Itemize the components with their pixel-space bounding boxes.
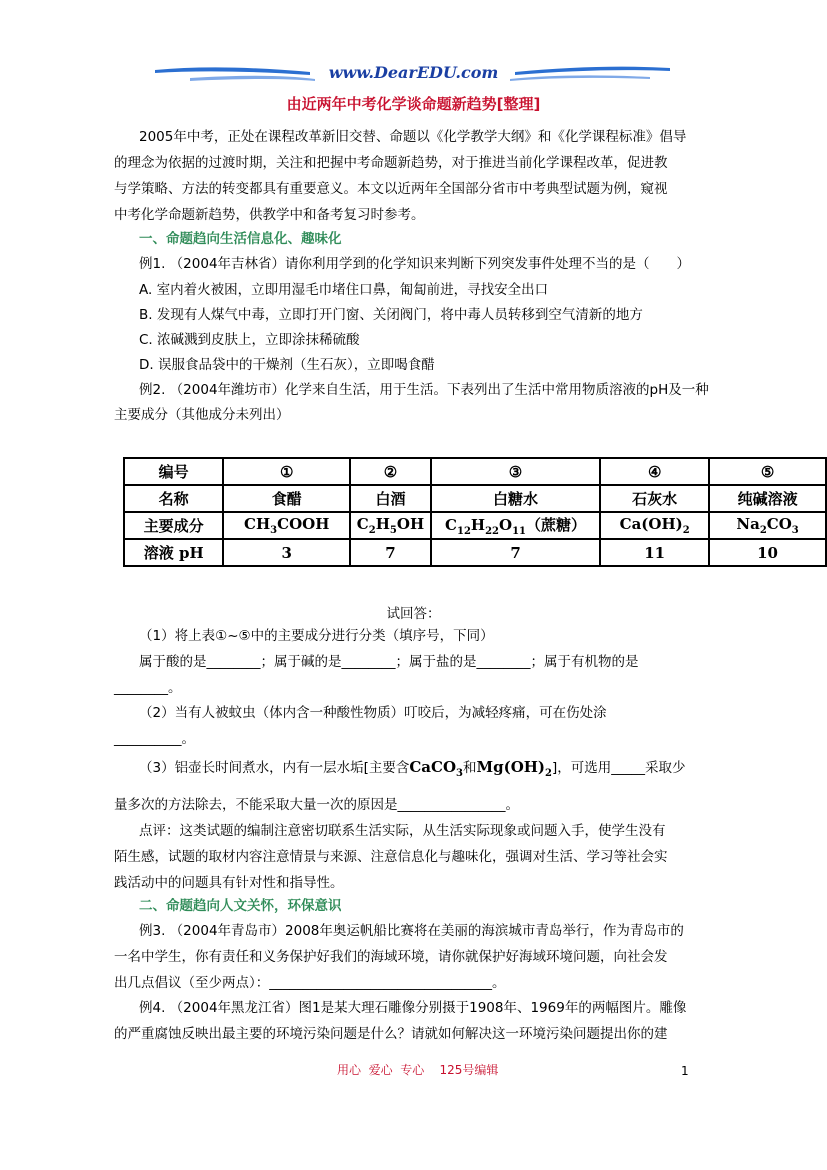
ex4-line-2: 的严重腐蚀反映出最主要的环境污染问题是什么？请就如何解决这一环境污染问题提出你的建: [114, 1026, 668, 1042]
table-cell-formula: $C_{12}H_{22}O_{11}$（蔗糖）: [431, 512, 600, 539]
intro-line-1: 2005年中考，正处在课程改革新旧交替、命题以《化学教学大纲》和《化学课程标准》倡导: [139, 129, 687, 145]
table-label-ph: 溶液 pH: [124, 539, 223, 566]
ex2-q1: （1）将上表①~⑤中的主要成分进行分类（填序号，下同）: [139, 628, 494, 644]
ex3-line-3: 出几点倡议（至少两点）：_________________________________。: [114, 975, 506, 991]
table-label-number: 编号: [124, 458, 223, 485]
section-heading-2: 二、命题趋向人文关怀，环保意识: [139, 898, 342, 914]
table-label-name: 名称: [124, 485, 223, 512]
table-cell-formula: $Ca(OH)_2$: [600, 512, 709, 539]
ex1-option-b: B. 发现有人煤气中毒，立即打开门窗、关闭阀门，将中毒人员转移到空气清新的地方: [139, 307, 643, 323]
table-cell: 石灰水: [600, 485, 709, 512]
table-label-component: 主要成分: [124, 512, 223, 539]
ex2-q3-line-2: 量多次的方法除去，不能采取大量一次的原因是________________。: [114, 797, 519, 813]
table-cell-formula: $C_2H_5OH$: [350, 512, 431, 539]
ex2-q2: （2）当有人被蚊虫（体内含一种酸性物质）叮咬后，为减轻疼痛，可在伤处涂: [139, 705, 607, 721]
comment-line-1: 点评：这类试题的编制注意密切联系生活实际，从生活实际现象或问题入手，使学生没有: [139, 823, 666, 839]
table-row: [124, 458, 826, 485]
ex4-line-1: 例4. （2004年黑龙江省）图1是某大理石雕像分别摄于1908年、1969年的两幅图片。雕像: [139, 1000, 687, 1016]
answer-prompt: 试回答：: [386, 606, 441, 622]
ph-table: [123, 457, 827, 567]
comment-line-2: 陌生感，试题的取材内容注意情景与来源、注意信息化与趣味化，强调对生活、学习等社会实: [114, 849, 668, 865]
table-cell: 7: [431, 539, 600, 566]
ex2-q3: （3）铝壶长时间煮水，内有一层水垢[主要含CaCO$_3$和$Mg(OH)_2$]，可选用_____采取少: [139, 758, 686, 779]
ex3-line-2: 一名中学生，你有责任和义务保护好我们的海域环境，请你就保护好海域环境问题，向社会发: [114, 949, 668, 965]
ex2-q2-blank: __________。: [114, 731, 195, 747]
table-cell: ④: [600, 458, 709, 485]
ex1-question: 例1. （2004年吉林省）请你利用学到的化学知识来判断下列突发事件处理不当的是（ ）: [139, 256, 691, 272]
table-cell: 白糖水: [431, 485, 600, 512]
table-cell-formula: $CH_3COOH$: [223, 512, 350, 539]
footer-slogan: 用心 爱心 专心 125号编辑: [337, 1063, 499, 1077]
ex2-q1-blanks: 属于酸的是________；属于碱的是________；属于盐的是________；属于有机物的是: [139, 654, 639, 670]
table-cell: 纯碱溶液: [709, 485, 826, 512]
table-cell: ⑤: [709, 458, 826, 485]
table-row: [124, 539, 826, 566]
page-title: 由近两年中考化学谈命题新趋势[整理]: [286, 95, 541, 113]
ex1-option-d: D. 误服食品袋中的干燥剂（生石灰），立即喝食醋: [139, 357, 435, 373]
table-cell: 白酒: [350, 485, 431, 512]
ex1-option-c: C. 浓碱溅到皮肤上，立即涂抹稀硫酸: [139, 332, 360, 348]
table-cell-formula: $Na_2CO_3$: [709, 512, 826, 539]
site-logo-text: www.DearEDU.com: [328, 63, 499, 82]
ex2-q1-blank-end: ________。: [114, 680, 182, 696]
ex2-line-2: 主要成分（其他成分未列出）: [114, 407, 290, 423]
table-cell: ①: [223, 458, 350, 485]
section-heading-1: 一、命题趋向生活信息化、趣味化: [139, 231, 342, 247]
table-cell: ③: [431, 458, 600, 485]
ex2-line-1: 例2. （2004年潍坊市）化学来自生活，用于生活。下表列出了生活中常用物质溶液的pH及一种: [139, 382, 709, 398]
table-cell: ②: [350, 458, 431, 485]
table-row: [124, 485, 826, 512]
intro-line-2: 的理念为依据的过渡时期，关注和把握中考命题新趋势，对于推进当前化学课程改革，促进教: [114, 155, 668, 171]
page-number: 1: [681, 1064, 689, 1078]
table-row: [124, 512, 826, 539]
table-cell: 7: [350, 539, 431, 566]
table-cell: 食醋: [223, 485, 350, 512]
table-cell: 3: [223, 539, 350, 566]
comment-line-3: 践活动中的问题具有针对性和指导性。: [114, 875, 344, 891]
ex3-line-1: 例3. （2004年青岛市）2008年奥运帆船比赛将在美丽的海滨城市青岛举行，作为青岛市的: [139, 923, 684, 939]
intro-line-4: 中考化学命题新趋势，供教学中和备考复习时参考。: [114, 207, 425, 223]
table-cell: 10: [709, 539, 826, 566]
table-cell: 11: [600, 539, 709, 566]
ex1-option-a: A. 室内着火被困，立即用湿毛巾堵住口鼻，匍匐前进，寻找安全出口: [139, 282, 549, 298]
intro-line-3: 与学策略、方法的转变都具有重要意义。本文以近两年全国部分省市中考典型试题为例，窥视: [114, 181, 668, 197]
